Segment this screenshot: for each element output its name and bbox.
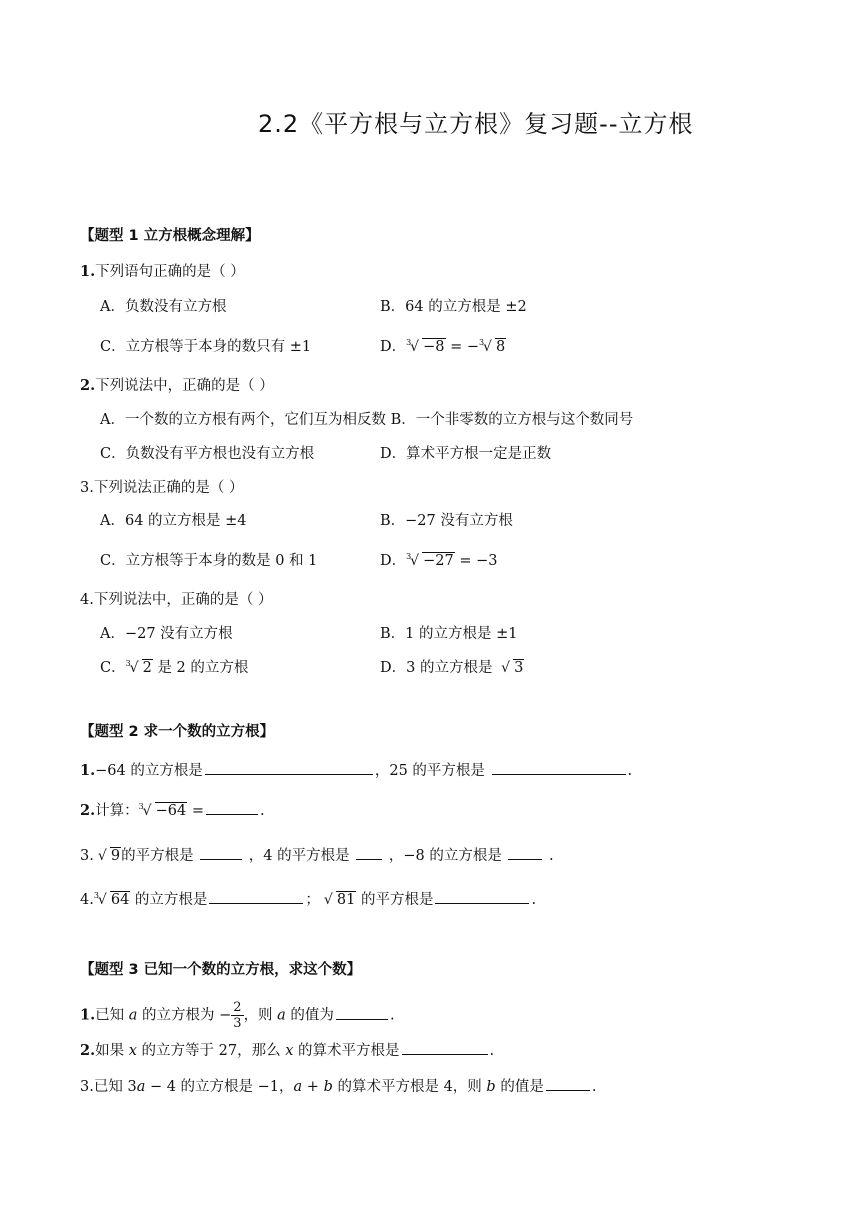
question-end: . [389,1007,395,1024]
radicand: 9 [110,848,121,864]
radicand: 2 [142,660,152,676]
question-end: . [627,763,633,779]
question-text: + [302,1079,324,1095]
square-root [320,890,356,910]
root-index: 3 [138,802,144,811]
cube-root [126,658,153,678]
root-index: 3 [125,659,131,668]
question-number: 4. [80,892,94,908]
answer-blank[interactable] [205,760,373,775]
root-index: 3 [406,338,412,347]
option-d [380,551,498,571]
square-root [497,658,524,678]
radicand: 3 [514,660,524,676]
question-text: 下列说法中，正确的是（ ） [95,378,274,394]
root-index: 3 [93,891,99,900]
question-2-3 [80,845,554,866]
option-c: C．立方根等于本身的数只有 ±1 [100,339,312,355]
answer-blank[interactable] [209,889,303,904]
question-text: 的值为 [285,1007,334,1024]
radicand: −27 [423,553,454,569]
expr-text: = [187,803,205,819]
radicand: 8 [496,339,506,355]
question-number: 3. [80,1079,94,1095]
question-end: . [489,1043,495,1059]
variable: a [293,1079,303,1095]
answer-blank[interactable] [336,1005,388,1020]
option-d-label: D．3 的立方根是 [380,660,498,676]
variable: x [128,1043,137,1059]
option-b: B．64 的立方根是 ±2 [380,299,527,315]
option-c [100,658,248,678]
question-3-2 [80,1040,494,1061]
radicand: 64 [110,892,130,908]
answer-blank[interactable] [356,845,382,860]
question-2-4 [80,889,536,910]
question-number: 1. [80,762,96,779]
root-index: 3 [479,338,485,347]
question-text: 的算术平方根是 4，则 [332,1079,487,1095]
question-text: ，4 的平方根是 [244,848,355,864]
question-number: 1. [80,1006,96,1024]
question-number: 3. [80,480,94,496]
variable: b [486,1079,496,1095]
question-number: 4. [80,592,94,608]
page-title: 2.2《平方根与立方根》复习题--立方根 [258,110,694,138]
question-1-2 [80,376,274,396]
answer-blank[interactable] [206,800,258,815]
option-a: A．负数没有立方根 [100,299,227,315]
question-text: 的平方根是 [121,848,199,864]
question-number: 2. [80,1042,96,1059]
question-text: 的算术平方根是 [293,1043,400,1059]
answer-blank[interactable] [546,1076,590,1091]
question-text: 下列说法正确的是（ ） [93,480,244,496]
section-heading-3: 【题型 3 已知一个数的立方根，求这个数】 [80,962,362,978]
variable: a [277,1007,286,1024]
radical-sign: √ [97,892,107,908]
radicand: 81 [336,892,356,908]
question-text: −64 的立方根是 [95,763,203,779]
question-end: . [260,803,265,819]
question-text: 的立方等于 27，那么 [136,1043,286,1059]
option-d-label: D． [380,339,407,355]
radical-sign: √ [97,848,107,864]
cube-root [94,890,130,910]
answer-blank[interactable] [200,845,242,860]
option-b: B．−27 没有立方根 [380,513,513,529]
question-text: 已知 3 [93,1079,137,1095]
question-text: 的立方根为 − [137,1007,232,1024]
option-c: C．立方根等于本身的数是 0 和 1 [100,553,318,569]
question-end: . [591,1079,597,1095]
question-2-2 [80,800,265,821]
radical-sign: √ [410,339,420,355]
question-1-3 [80,478,243,498]
question-end: . [544,848,554,864]
radical-sign: √ [501,660,510,676]
option-ab: A．一个数的立方根有两个，它们互为相反数 B．一个非零数的立方根与这个数同号 [100,412,634,428]
question-3-1 [80,1000,395,1031]
question-3-3 [80,1076,596,1097]
question-text: ，−8 的立方根是 [384,848,507,864]
section-heading-2: 【题型 2 求一个数的立方根】 [80,724,275,740]
option-d-label: D． [380,553,407,569]
question-text-mid: ，25 的平方根是 [374,763,490,779]
section-heading-1: 【题型 1 立方根概念理解】 [80,228,260,244]
answer-blank[interactable] [492,760,626,775]
question-text: − 4 的立方根是 −1， [145,1079,294,1095]
fraction [231,1000,243,1031]
variable: a [128,1007,138,1024]
question-text: 的平方根是 [356,892,434,908]
option-c: C．负数没有平方根也没有立方根 [100,446,315,462]
question-text: 下列语句正确的是（ ） [95,264,245,280]
option-a: A．64 的立方根是 ±4 [100,513,247,529]
question-number: 1. [80,263,96,280]
question-2-1 [80,760,632,781]
radicand: −64 [155,803,187,819]
option-d [380,658,524,678]
question-text: 的值是 [495,1079,544,1095]
variable: b [323,1079,333,1095]
radical-sign: √ [323,892,333,908]
question-number: 2. [80,802,96,819]
radicand: −8 [423,339,445,355]
question-number: 2. [80,377,96,394]
question-1-1 [80,262,245,282]
option-c-label: C． [100,660,126,676]
variable: a [136,1079,146,1095]
question-text: 的立方根是 [130,892,208,908]
answer-blank[interactable] [508,845,542,860]
question-text: 计算： [95,803,139,819]
option-b: B．1 的立方根是 ±1 [380,626,518,642]
option-d [380,337,506,357]
question-text: 已知 [95,1007,129,1024]
cube-root [139,801,188,821]
radical-sign: √ [129,660,139,676]
cube-root [479,337,506,357]
question-text: 下列说法中，正确的是（ ） [93,592,273,608]
question-1-4 [80,590,272,610]
option-a: A．−27 没有立方根 [100,626,233,642]
answer-blank[interactable] [402,1040,488,1055]
answer-blank[interactable] [435,889,529,904]
expr-text: = − [445,339,480,355]
question-end: . [531,892,537,908]
square-root [94,846,121,866]
option-d: D．算术平方根一定是正数 [380,446,552,462]
expr-text: 是 2 的立方根 [152,660,249,676]
numerator: 2 [233,1000,242,1015]
radical-sign: √ [410,553,420,569]
denominator: 3 [233,1016,242,1031]
question-text: ； [305,892,320,908]
variable: x [285,1043,294,1059]
question-text: ，则 [243,1007,278,1024]
radical-sign: √ [142,803,152,819]
root-index: 3 [406,552,412,561]
cube-root [406,551,455,571]
cube-root [406,337,445,357]
radical-sign: √ [483,339,492,355]
expr-text: = −3 [454,553,498,569]
question-number: 3. [80,848,94,864]
question-text: 如果 [95,1043,129,1059]
